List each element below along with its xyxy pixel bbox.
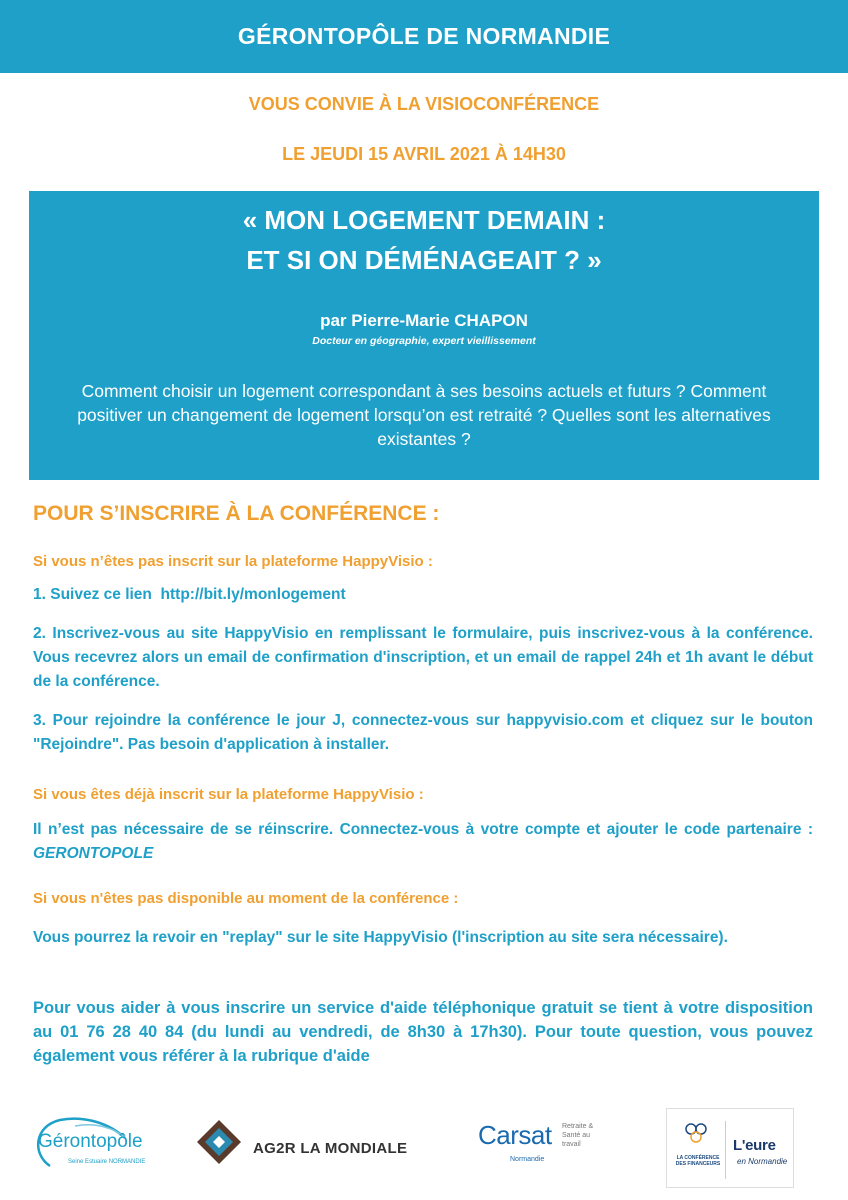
- carsat-tagline: Retraite & Santé au travail: [562, 1123, 594, 1148]
- unavailable-text: Vous pourrez la revoir en "replay" sur le site HappyVisio (l'inscription au site sera nécessaire).: [33, 929, 728, 946]
- partner-logos: [0, 1100, 848, 1200]
- ag2r-name: AG2R LA MONDIALE: [253, 1140, 408, 1157]
- gerontopole-logo: [30, 1114, 160, 1176]
- step-1-text: 1. Suivez ce lien: [33, 586, 152, 603]
- help-text: Pour vous aider à vous inscrire un service d'aide téléphonique gratuit se tient à votre disposition au 01 76 28 40 84 (du lundi au vendredi, de 8h30 à 17h30). Pour toute question, vous pouvez également vous référer à la rubrique d'aide: [33, 999, 813, 1065]
- organization-title: GÉRONTOPÔLE DE NORMANDIE: [237, 23, 611, 49]
- carsat-region: Normandie: [510, 1156, 545, 1163]
- already-registered-heading: Si vous êtes déjà inscrit sur la plateforme HappyVisio :: [33, 786, 424, 803]
- eure-name: L'eure: [733, 1137, 776, 1154]
- partner-code: GERONTOPOLE: [33, 845, 154, 862]
- conference-title-line2: ET SI ON DÉMÉNAGEAIT ? »: [246, 245, 602, 275]
- already-registered-text: [33, 818, 813, 866]
- eure-region: en Normandie: [737, 1157, 788, 1166]
- invite-line: VOUS CONVIE À LA VISIOCONFÉRENCE: [248, 94, 600, 114]
- ag2r-diamond-icon: [195, 1118, 247, 1178]
- date-line: LE JEUDI 15 AVRIL 2021 À 14H30: [282, 144, 566, 164]
- conference-box: [29, 191, 819, 480]
- registration-heading: POUR S’INSCRIRE À LA CONFÉRENCE :: [33, 502, 440, 525]
- conference-financeurs-icon: [679, 1119, 719, 1149]
- speaker-name: par Pierre-Marie CHAPON: [320, 311, 528, 330]
- gerontopole-name: Gérontopôle: [38, 1131, 143, 1152]
- conference-title-line1: « MON LOGEMENT DEMAIN :: [242, 205, 606, 235]
- gerontopole-subtitle: Seine Estuaire NORMANDIE: [68, 1159, 146, 1165]
- carsat-name: Carsat: [478, 1120, 552, 1150]
- step-1: [33, 583, 813, 607]
- unavailable-heading: Si vous n'êtes pas disponible au moment de la conférence :: [33, 890, 459, 907]
- speaker-role: Docteur en géographie, expert vieillissement: [312, 335, 536, 347]
- not-registered-heading: Si vous n’êtes pas inscrit sur la plateforme HappyVisio :: [33, 553, 433, 570]
- eure-department-logo: [666, 1108, 794, 1188]
- already-registered-body: Il n’est pas nécessaire de se réinscrire. Connectez-vous à votre compte et ajouter le code partenaire :: [33, 821, 813, 838]
- conference-financeurs-text: LA CONFÉRENCE DES FINANCEURS: [675, 1155, 721, 1167]
- header-banner: [0, 0, 848, 73]
- conference-description: Comment choisir un logement correspondant à ses besoins actuels et futurs ? Comment positiver un changement de logement lorsqu’on est retraité ? Quelles sont les alternatives existantes ?: [77, 381, 771, 449]
- carsat-logo: [478, 1120, 598, 1170]
- step-2: 2. Inscrivez-vous au site HappyVisio en remplissant le formulaire, puis inscrivez-vous à la conférence. Vous recevrez alors un email de confirmation d'inscription, et un email de rappel 24h et 1h avant le début de la conférence.: [33, 625, 813, 690]
- logo-divider: [725, 1121, 726, 1179]
- step-3: 3. Pour rejoindre la conférence le jour J, connectez-vous sur happyvisio.com et cliquez sur le bouton "Rejoindre". Pas besoin d'application à installer.: [33, 712, 813, 753]
- registration-link[interactable]: http://bit.ly/monlogement: [160, 586, 346, 603]
- ag2r-logo: [195, 1118, 425, 1178]
